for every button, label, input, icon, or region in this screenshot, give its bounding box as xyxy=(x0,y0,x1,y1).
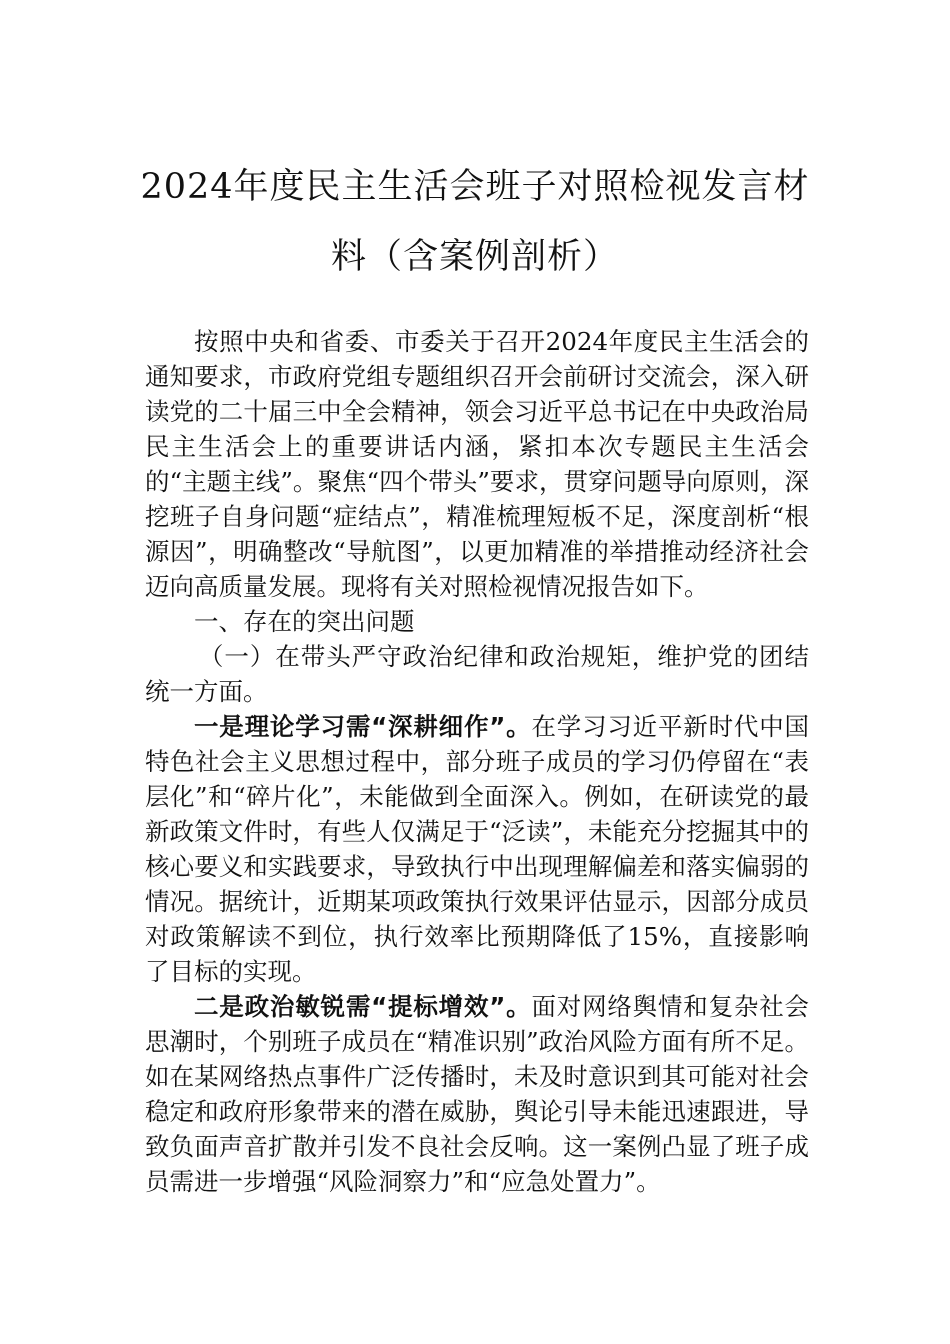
point-2-lead: 二是政治敏锐需“提标增效”。 xyxy=(194,992,532,1021)
point-1-body: 在学习习近平新时代中国特色社会主义思想过程中，部分班子成员的学习仍停留在“表层化”和“碎片化”，未能做到全面深入。例如，在研读党的最新政策文件时，有些人仅满足于“泛读”，未能充分挖掘其中的核心要义和实践要求，导致执行中出现理解偏差和落实偏弱的情况。据统计，近期某项政策执行效果评估显示，因部分成员对政策解读不到位，执行效率比预期降低了15%，直接影响了目标的实现。 xyxy=(145,712,810,986)
subsection-heading: （一）在带头严守政治纪律和政治规矩，维护党的团结统一方面。 xyxy=(145,642,809,706)
intro-paragraph: 按照中央和省委、市委关于召开2024年度民主生活会的通知要求，市政府党组专题组织召开会前研讨交流会，深入研读党的二十届三中全会精神，领会习近平总书记在中央政治局民主生活会上的重要讲话内涵，紧扣本次专题民主生活会的“主题主线”。聚焦“四个带头”要求，贯穿问题导向原则，深挖班子自身问题“症结点”，精准梳理短板不足，深度剖析“根源因”，明确整改“导航图”，以更加精准的举措推动经济社会迈向高质量发展。现将有关对照检视情况报告如下。 xyxy=(145,327,809,601)
point-1-lead: 一是理论学习需“深耕细作”。 xyxy=(194,712,532,741)
document-body xyxy=(145,324,809,1199)
point-2-body: 面对网络舆情和复杂社会思潮时，个别班子成员在“精准识别”政治风险方面有所不足。如在某网络热点事件广泛传播时，未及时意识到其可能对社会稳定和政府形象带来的潜在威胁，舆论引导未能迅速跟进，导致负面声音扩散并引发不良社会反响。这一案例凸显了班子成员需进一步增强“风险洞察力”和“应急处置力”。 xyxy=(145,992,810,1196)
point-paragraph-2 xyxy=(145,989,809,1199)
document-title: 2024年度民主生活会班子对照检视发言材料（含案例剖析） xyxy=(140,167,810,277)
section-heading: 一、存在的突出问题 xyxy=(194,607,415,636)
point-paragraph-1 xyxy=(145,709,809,989)
